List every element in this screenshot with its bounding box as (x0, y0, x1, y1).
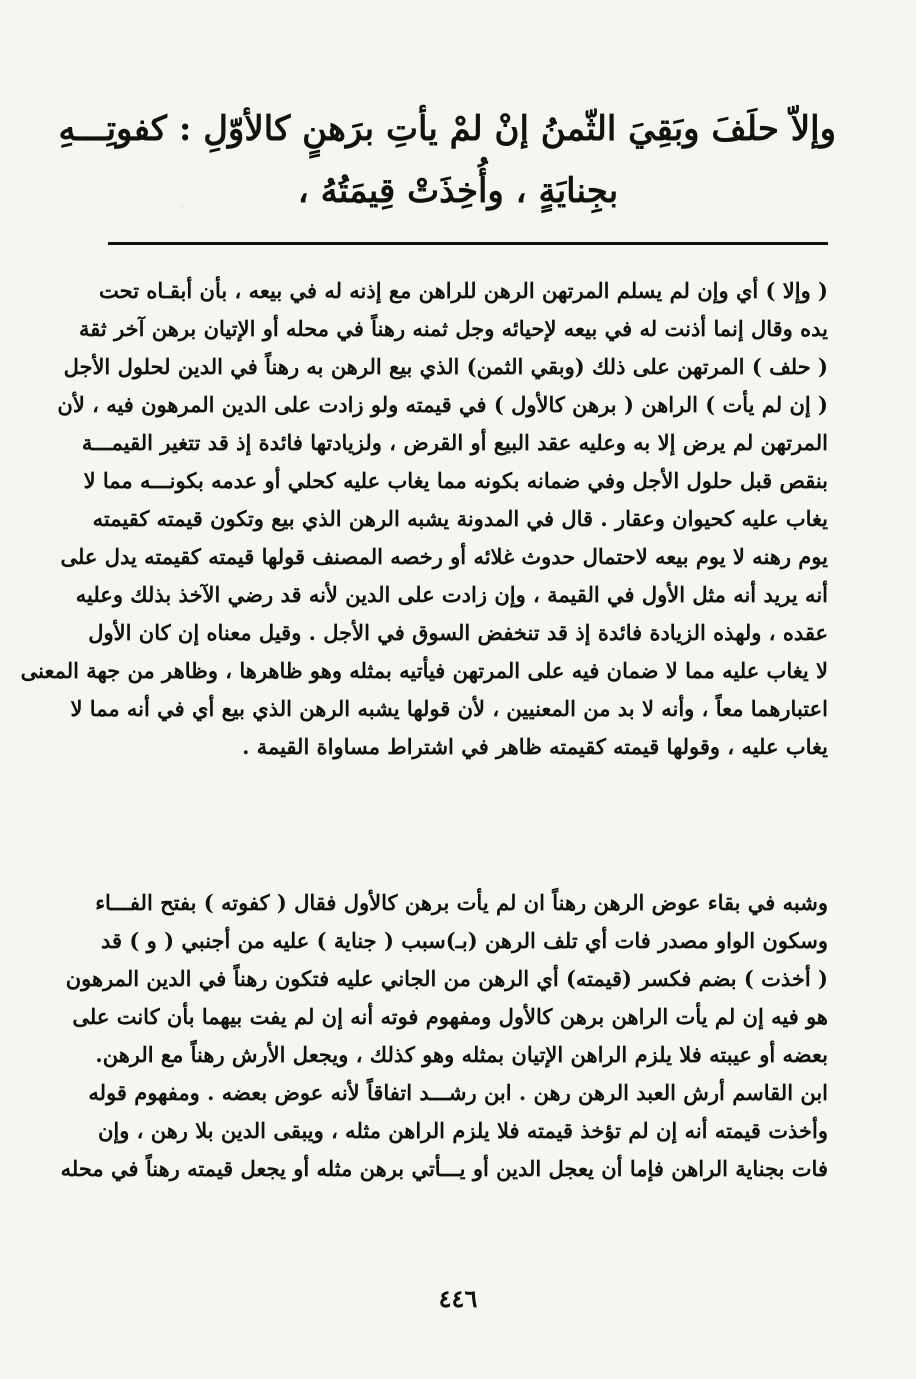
commentary-line: وأخذت قيمته أنه إن لم تؤخذ قيمته فلا يلزم الراهن مثله ، ويبقى الدين بلا رهن ، وإن (97, 1118, 828, 1143)
commentary-line: المرتهن لم يرض إلا به وعليه عقد البيع أو القرض ، ولزيادتها فائدة إذ قد تتغير القيمـــة (81, 430, 828, 455)
commentary-paragraph-1 (20, 272, 828, 766)
commentary-line: ( وإلا ) أي وإن لم يسلم المرتهن الرهن للراهن مع إذنه له في بيعه ، بأن أبقـاه تحت (99, 278, 828, 303)
commentary-line: يوم رهنه لا يوم بيعه لاحتمال حدوث غلائه أو رخصه المصنف قولها قيمته كقيمته يدل على (60, 544, 828, 569)
commentary-line: هو فيه إن لم يأت الراهن برهن كالأول ومفهوم فوته أنه إن لم يفت بيهما بأن كانت على (72, 1004, 828, 1029)
commentary-line: بعضه أو عيبته فلا يلزم الراهن الإتيان بمثله وهو كذلك ، ويجعل الأرش رهناً مع الرهن. (95, 1042, 828, 1067)
commentary-line: ( إن لم يأت ) الراهن ( برهن كالأول ) في قيمته ولو زادت على الدين المرهون فيه ، لأن (57, 392, 828, 417)
matn-text (58, 98, 836, 222)
matn-line-1: وإلاّ حلَفَ وبَقِيَ الثّمنُ إنْ لمْ يأتِ برَهنٍ كالأوّلِ : كفوتِـــهِ (58, 109, 836, 149)
commentary-line: يغاب عليه ، وقولها قيمته كقيمته ظاهر في اشتراط مساواة القيمة . (242, 734, 828, 759)
commentary-line: لا يغاب عليه مما لا ضمان فيه على المرتهن فيأتيه بمثله وهو ظاهرها ، وظاهر من جهة المعنى (20, 658, 828, 683)
commentary-line: يغاب عليه كحيوان وعقار . قال في المدونة يشبه الرهن الذي بيع وتكون قيمته كقيمته (92, 506, 828, 531)
commentary-line: بنقص قبل حلول الأجل وفي ضمانه بكونه مما يغاب عليه كحلي أو عدمه بكونـــه مما لا (83, 468, 828, 493)
matn-line-2: بجِنايَةٍ ، وأُخِذَتْ قِيمَتُهُ ، (297, 171, 619, 211)
commentary-line: يده وقال إنما أذنت له في بيعه لإحيائه وجل ثمنه رهناً في محله أو الإتيان برهن آخر ثقة (79, 316, 828, 341)
commentary-line: عقده ، ولهذه الزيادة فائدة إذ قد تنخفض السوق في الأجل . وقيل معناه إن كان الأول (88, 620, 828, 645)
commentary-line: اعتبارهما معاً ، وأنه لا بد من المعنيين ، لأن قولها يشبه الرهن الذي بيع أي في أنه مما لا (70, 696, 828, 721)
commentary-line: وسكون الواو مصدر فات أي تلف الرهن (بـ)سبب ( جناية ) عليه من أجنبي ( و ) قد (101, 928, 828, 953)
commentary-line: ابن القاسم أرش العبد الرهن رهن . ابن رشـــد اتفاقاً لأنه عوض بعضه . ومفهوم قوله (88, 1080, 828, 1105)
commentary-paragraph-2 (60, 884, 828, 1188)
commentary-line: ( أخذت ) بضم فكسر (قيمته) أي الرهن من الجاني عليه فتكون رهناً في الدين المرهون (65, 966, 828, 991)
page-number: ٤٤٦ (438, 1284, 478, 1313)
commentary-line: وشبه في بقاء عوض الرهن رهناً ان لم يأت برهن كالأول فقال ( كفوته ) بفتح الفـــاء (95, 890, 828, 915)
commentary-line: أنه يريد أنه مثل الأول في القيمة ، وإن زادت على الدين لأنه قد رضي الآخذ بذلك وعليه (75, 582, 828, 607)
separator-rule (108, 242, 828, 245)
commentary-line: ( حلف ) المرتهن على ذلك (وبقي الثمن) الذي بيع الرهن به رهناً في الدين لحلول الأجل (63, 354, 828, 379)
commentary-line: فات بجناية الراهن فإما أن يعجل الدين أو يـــأتي برهن مثله أو يجعل قيمته رهناً في محله (60, 1156, 828, 1181)
